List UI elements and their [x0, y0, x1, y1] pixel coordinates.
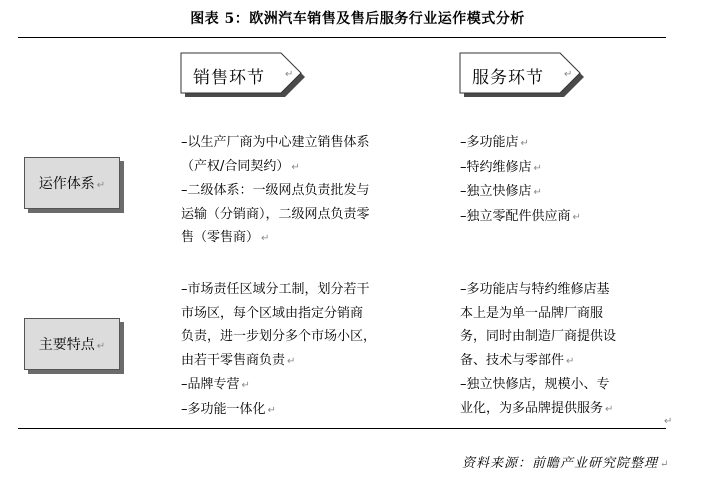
text-line: 业化，为多品牌提供服务 ↵ — [460, 400, 614, 416]
text-line: –以生产厂商为中心建立销售体系 — [181, 135, 370, 150]
bottom-rule — [18, 428, 666, 429]
text-line: 负责，进一步划分多个市场小区， — [181, 329, 377, 344]
cell-operation-sales — [181, 131, 370, 251]
text-line: 备、技术与零部件 ↵ — [460, 352, 575, 368]
service-header-arrow — [460, 52, 582, 92]
text-line: 本上是为单一品牌厂商服 — [460, 305, 604, 321]
text-line: 运输（分销商），二级网点负责零 — [181, 206, 370, 222]
text-line: –独立零配件供应商 ↵ — [460, 208, 581, 224]
paragraph-mark: ↵ — [285, 69, 294, 80]
text-line: 由若干零售商负责 ↵ — [181, 352, 296, 368]
text-line: –多功能店与特约维修店基 — [460, 282, 610, 297]
text-line: –多功能店 ↵ — [460, 135, 529, 150]
text-line: –市场责任区域分工制，划分若干 — [181, 282, 370, 297]
paragraph-mark: ↵ — [664, 416, 673, 427]
row-label-operation: 运作体系 ↵ — [38, 176, 106, 192]
sales-header-label: 销售环节 — [193, 68, 265, 88]
cell-features-service — [460, 278, 616, 421]
text-line: –独立快修店 ↵ — [460, 184, 542, 199]
text-line: 售（零售商） ↵ — [181, 230, 270, 245]
text-line: 市场区，每个区域由指定分销商 — [181, 305, 364, 321]
row-label-features: 主要特点 ↵ — [38, 337, 106, 353]
sales-header-arrow — [181, 52, 303, 92]
figure-title: 图表 5：欧洲汽车销售及售后服务行业运作模式分析 — [190, 11, 525, 27]
text-line: –独立快修店，规模小、专 — [460, 377, 610, 392]
text-line: –多功能一体化 ↵ — [181, 401, 276, 417]
text-line: （产权/合同契约） ↵ — [181, 158, 300, 174]
top-rule — [18, 37, 666, 38]
text-line: 务，同时由制造厂商提供设 — [460, 329, 617, 344]
row-box-features — [24, 318, 120, 370]
paragraph-mark: ↵ — [564, 69, 573, 80]
row-box-operation — [24, 157, 120, 209]
text-line: –品牌专营 ↵ — [181, 377, 250, 392]
service-header-label: 服务环节 — [472, 68, 544, 88]
cell-features-sales — [181, 278, 376, 422]
source-note: 资料来源：前瞻产业研究院整理 ↵ — [462, 456, 670, 471]
text-line: –特约维修店 ↵ — [460, 159, 542, 175]
text-line: –二级体系：一级网点负责批发与 — [181, 183, 370, 198]
cell-operation-service — [460, 131, 581, 229]
